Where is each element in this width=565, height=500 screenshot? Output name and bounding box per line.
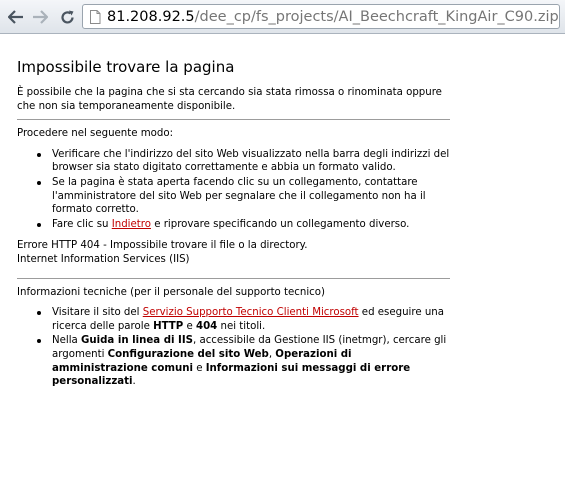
tech-text: Nella	[52, 335, 82, 347]
address-bar[interactable]	[82, 4, 560, 29]
iis-help-label: Guida in linea di IIS	[81, 335, 193, 347]
url-path: /dee_cp/fs_projects/AI_Beechcraft_KingAir_C90.zip	[194, 8, 559, 25]
divider	[17, 278, 450, 279]
steps-list	[17, 148, 450, 232]
list-item	[52, 148, 450, 175]
tech-text: e	[192, 362, 206, 374]
back-link[interactable]: Indietro	[111, 218, 151, 230]
topic-custom-errors: Informazioni sui messaggi di errore personalizzati	[52, 362, 411, 388]
step-text: e riprovare specificando un collegamento diverso.	[150, 218, 410, 230]
list-item	[52, 218, 450, 232]
list-item	[52, 306, 450, 333]
tech-text: .	[132, 376, 136, 388]
keyword-http: HTTP	[153, 320, 184, 332]
tech-list	[17, 306, 450, 389]
intro-text: È possibile che la pagina che si sta cercando sia stata rimossa o rinominata oppure che non sia temporaneamente disponibile.	[17, 87, 442, 112]
tech-text: Visitare il sito del	[52, 307, 143, 319]
procedure-heading: Procedere nel seguente modo:	[17, 128, 174, 140]
forward-arrow-icon[interactable]	[29, 6, 51, 28]
divider	[17, 119, 450, 120]
tech-heading: Informazioni tecniche (per il personale del supporto tecnico)	[17, 286, 325, 298]
step-text: Se la pagina è stata aperta facendo clic su un collegamento, contattare l'amministratore del sito Web per segnalare che il collegamento non ha il formato corretto.	[52, 176, 426, 216]
tech-text: e	[183, 320, 196, 332]
server-line: Internet Information Services (IIS)	[17, 253, 190, 265]
url-host: 81.208.92.5	[107, 8, 195, 25]
keyword-404: 404	[195, 320, 218, 332]
step-text: Verificare che l'indirizzo del sito Web visualizzato nella barra degli indirizzi del browser sia stato digitato correttamente e abbia un formato valido.	[52, 148, 450, 174]
browser-toolbar	[0, 0, 565, 34]
topic-web-config: Configurazione del sito Web	[107, 348, 269, 360]
reload-icon[interactable]	[56, 6, 78, 28]
list-item	[52, 334, 450, 388]
tech-text: , accessibile da Gestione IIS (inetmgr), cercare gli argomenti	[52, 335, 447, 360]
topic-admin-ops: Operazioni di amministrazione comuni	[52, 348, 352, 374]
tech-text: nei titoli.	[217, 320, 266, 332]
tech-text: ed eseguire una ricerca delle parole	[52, 307, 444, 332]
list-item	[52, 176, 450, 217]
error-page	[17, 58, 450, 397]
page-title: Impossibile trovare la pagina	[17, 58, 235, 76]
page-icon	[88, 10, 102, 24]
step-text: Fare clic su	[52, 218, 112, 230]
tech-text: ,	[268, 348, 276, 360]
error-code-line: Errore HTTP 404 - Impossibile trovare il file o la directory.	[17, 240, 308, 252]
back-arrow-icon[interactable]	[5, 6, 27, 28]
support-link[interactable]: Servizio Supporto Tecnico Clienti Microsoft	[142, 307, 359, 319]
